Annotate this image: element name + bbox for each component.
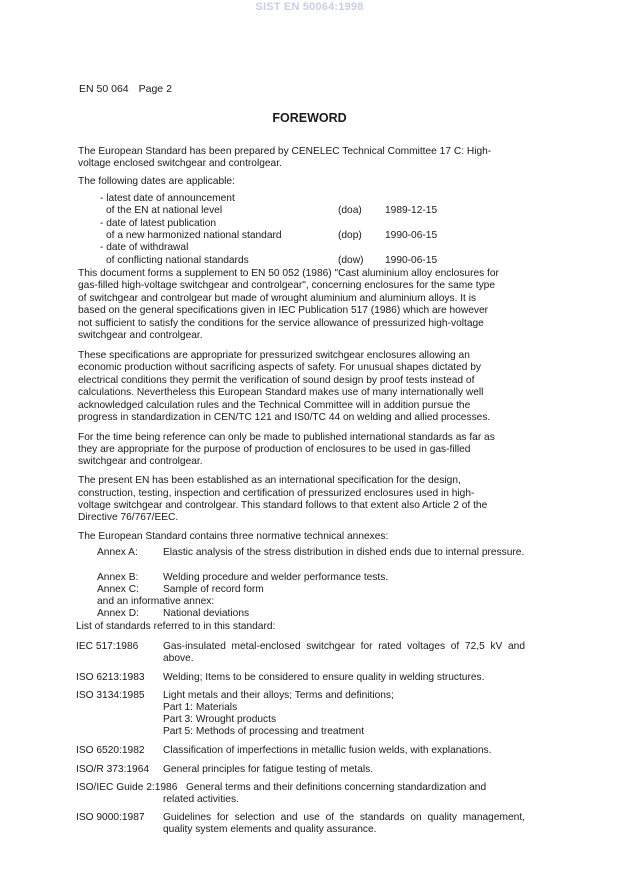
date-code: (doa) xyxy=(338,205,362,216)
annex-text: Welding procedure and welder performance tests. xyxy=(163,572,389,583)
standard-item xyxy=(76,690,525,742)
text-line: switchgear and controlgear. xyxy=(78,456,203,467)
annex-text: Elastic analysis of the stress distribution in dished ends due to internal pressure. xyxy=(163,547,525,558)
date-label-cont: of a new harmonized national standard xyxy=(106,230,282,241)
date-value: 1989-12-15 xyxy=(385,205,438,216)
standard-code: ISO/R 373:1964 xyxy=(76,764,150,775)
page-title: FOREWORD xyxy=(272,111,347,125)
date-value: 1990-06-15 xyxy=(385,255,438,266)
page-number: Page 2 xyxy=(138,83,172,95)
standard-code: IEC 517:1986 xyxy=(76,641,139,652)
text-line: calculations. Nevertheless this European Standard makes use of many internationally well xyxy=(78,387,484,398)
standard-text: Gas-insulated metal-enclosed switchgear for rated voltages of 72,5 kV and above. xyxy=(163,641,525,665)
annex-label: Annex B: xyxy=(97,572,139,583)
date-code: (dop) xyxy=(338,230,362,241)
standard-part: Part 3: Wrought products xyxy=(163,714,277,725)
date-item-label-1 xyxy=(100,193,460,205)
text-line: gas-filled high-voltage switchgear and controlgear", concerning enclosures for the same type xyxy=(78,280,496,291)
date-value: 1990-06-15 xyxy=(385,230,438,241)
text-line: progress in standardization in CEN/TC 121 and IS0/TC 44 on welding and allied processes. xyxy=(78,412,491,423)
dates-intro: The following dates are applicable: xyxy=(78,176,235,187)
text-line: switchgear and controlgear. xyxy=(78,330,203,341)
standard-text: General principles for fatigue testing of metals. xyxy=(163,764,374,775)
annexes-intro: The European Standard contains three normative technical annexes: xyxy=(78,531,389,542)
date-label-cont: of conflicting national standards xyxy=(106,255,249,266)
annex-label: Annex A: xyxy=(97,547,138,558)
date-label: - latest date of announcement xyxy=(100,193,235,204)
text-line: they are appropriate for the purpose of production of enclosures to be used in gas-filled xyxy=(78,444,471,455)
standard-text-cont: related activities. xyxy=(163,794,239,805)
text-line: This document forms a supplement to EN 50 052 (1986) "Cast aluminium alloy enclosures for xyxy=(78,268,499,279)
date-item-label-2 xyxy=(100,218,460,230)
date-item-label-3 xyxy=(100,242,460,254)
text-line: acknowledged calculation rules and the Technical Committee will in addition pursue the xyxy=(78,400,471,411)
text-line: economic production without sacrificing aspects of safety. For unusual shapes dictated by xyxy=(78,362,481,373)
text-line: voltage switchgear and controlgear. This standard follows to that extent also Article 2 of the xyxy=(78,500,488,511)
intro-line-1: The European Standard has been prepared by CENELEC Technical Committee 17 C: High- xyxy=(78,146,492,157)
page-header xyxy=(79,83,172,95)
date-item-3 xyxy=(100,255,460,267)
text-line: These specifications are appropriate for pressurized switchgear enclosures allowing an xyxy=(78,350,470,361)
standards-intro: List of standards referred to in this standard: xyxy=(76,621,276,632)
text-line: not sufficient to satisfy the conditions for the service allowance of pressurized high-voltage xyxy=(78,318,484,329)
date-label: - date of latest publication xyxy=(100,218,217,229)
annex-text: National deviations xyxy=(163,608,250,619)
standard-code: ISO 6520:1982 xyxy=(76,745,145,756)
standard-text: General terms and their definitions concerning standardization and xyxy=(186,782,487,793)
standard-code: ISO/IEC Guide 2:1986 xyxy=(76,782,178,793)
text-line: The present EN has been established as an international specification for the design, xyxy=(78,475,461,486)
watermark: SIST EN 50064:1998 xyxy=(255,1,364,13)
text-line: of switchgear and controlgear but made of wrought aluminium and aluminium alloys. It is xyxy=(78,293,477,304)
text-line: For the time being reference can only be made to published international standards as far as xyxy=(78,432,495,443)
standard-part: Part 1: Materials xyxy=(163,702,238,713)
text-line: construction, testing, inspection and certification of pressurized enclosures used in high- xyxy=(78,488,475,499)
text-line: electrical conditions they permit the verification of sound design by proof tests instead of xyxy=(78,375,475,386)
doc-number: EN 50 064 xyxy=(79,83,129,95)
standard-code: ISO 9000:1987 xyxy=(76,812,145,823)
standard-text: Light metals and their alloys; Terms and definitions; xyxy=(163,690,394,701)
intro-line-2: voltage enclosed switchgear and controlgear. xyxy=(78,158,282,169)
annex-label: Annex C: xyxy=(97,584,139,595)
informative-intro-text: and an informative annex: xyxy=(97,596,215,607)
date-item-1 xyxy=(100,205,460,217)
text-line: Directive 76/767/EEC. xyxy=(78,512,179,523)
standard-text: Welding; Items to be considered to ensure quality in welding structures. xyxy=(163,672,485,683)
standard-text: Guidelines for selection and use of the standards on quality management, quality system elements and quality assurance. xyxy=(163,812,525,836)
date-label-cont: of the EN at national level xyxy=(106,205,223,216)
standard-text: Classification of imperfections in metallic fusion welds, with explanations. xyxy=(163,745,492,756)
standard-code: ISO 6213:1983 xyxy=(76,672,145,683)
date-code: (dow) xyxy=(338,255,364,266)
date-item-2 xyxy=(100,230,460,242)
text-line: based on the general specifications given in IEC Publication 517 (1986) which are however xyxy=(78,305,489,316)
annex-label: Annex D: xyxy=(97,608,139,619)
date-label: - date of withdrawal xyxy=(100,242,189,253)
standard-part: Part 5: Methods of processing and treatment xyxy=(163,726,365,737)
standard-code: ISO 3134:1985 xyxy=(76,690,145,701)
annex-text: Sample of record form xyxy=(163,584,264,595)
